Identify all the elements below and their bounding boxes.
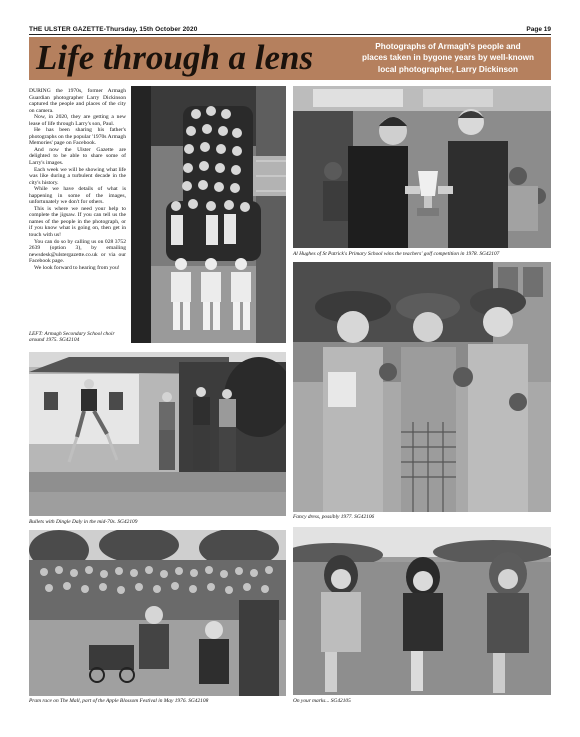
feature-subtitle-line: places taken in bygone years by well-known [362,53,534,63]
pram-race-photo [29,530,286,696]
on-your-marks-caption: On your marks... SG42105 [293,698,351,704]
article-paragraph: And now the Ulster Gazette are delighted to be able to share some of Larry's images. [29,146,126,167]
feature-title: Life through a lens [36,38,314,77]
fancy-dress-caption: Fancy dress, possibly 1977. SG42106 [293,514,375,520]
feature-banner [29,37,551,80]
article-paragraph: While we have details of what is happening in some of the images, unfortunately we don't for others. [29,186,126,206]
article-paragraph: Each week we will be showing what life was like during a turbulent decade in the city's history. [29,166,126,186]
article-paragraph: We look forward to hearing from you! [34,264,120,271]
header-rule [29,34,551,35]
bullets-caption: Bullets with Dingle Daly in the mid-70s. SG42109 [29,519,138,525]
feature-subtitle-line: Photographs of Armagh's people and [375,42,521,51]
article-paragraph: This is where we need your help to complete the jigsaw. If you can tell us the names of the people in the photograph, or if you know what is going on, then get in touch with us! [29,205,126,239]
feature-subtitle [353,41,543,75]
golf-trophy-photo [293,86,551,248]
golf-caption: Al Hughes of St Patrick's Primary School wins the teachers' golf competition in 1978. SG42107 [293,251,500,257]
article-paragraph: You can do so by calling us on 028 3752 2639 (option 3), by emailing newsdesk@ulstergazette.co.uk or via our Facebook page. [29,238,126,265]
page-number: Page 19 [526,26,551,33]
feature-subtitle-line: local photographer, Larry Dickinson [377,64,519,74]
on-your-marks-photo [293,527,551,695]
article-paragraph: DURING the 1970s, former Armagh Guardian photographer Larry Dickinson captured the people and places of the city on camera. [29,88,126,114]
pram-race-caption: Pram race on The Mall, part of the Apple Blossom Festival in May 1976. SG42108 [29,698,209,704]
bullets-photo [29,352,286,516]
choir-caption: LEFT: Armagh Secondary School choir around 1975. SG42104 [29,331,115,344]
article-paragraph: He has been sharing his father's photographs on the popular '1970s Armagh Memories' page on Facebook. [29,127,126,147]
fancy-dress-photo [293,262,551,512]
choir-photo [131,86,286,343]
newspaper-header: THE ULSTER GAZETTE-Thursday, 15th October 2020 [29,26,198,33]
intro-article [29,88,126,271]
article-paragraph: Now, in 2020, they are getting a new lease of life through Larry's son, Paul. [29,114,126,127]
